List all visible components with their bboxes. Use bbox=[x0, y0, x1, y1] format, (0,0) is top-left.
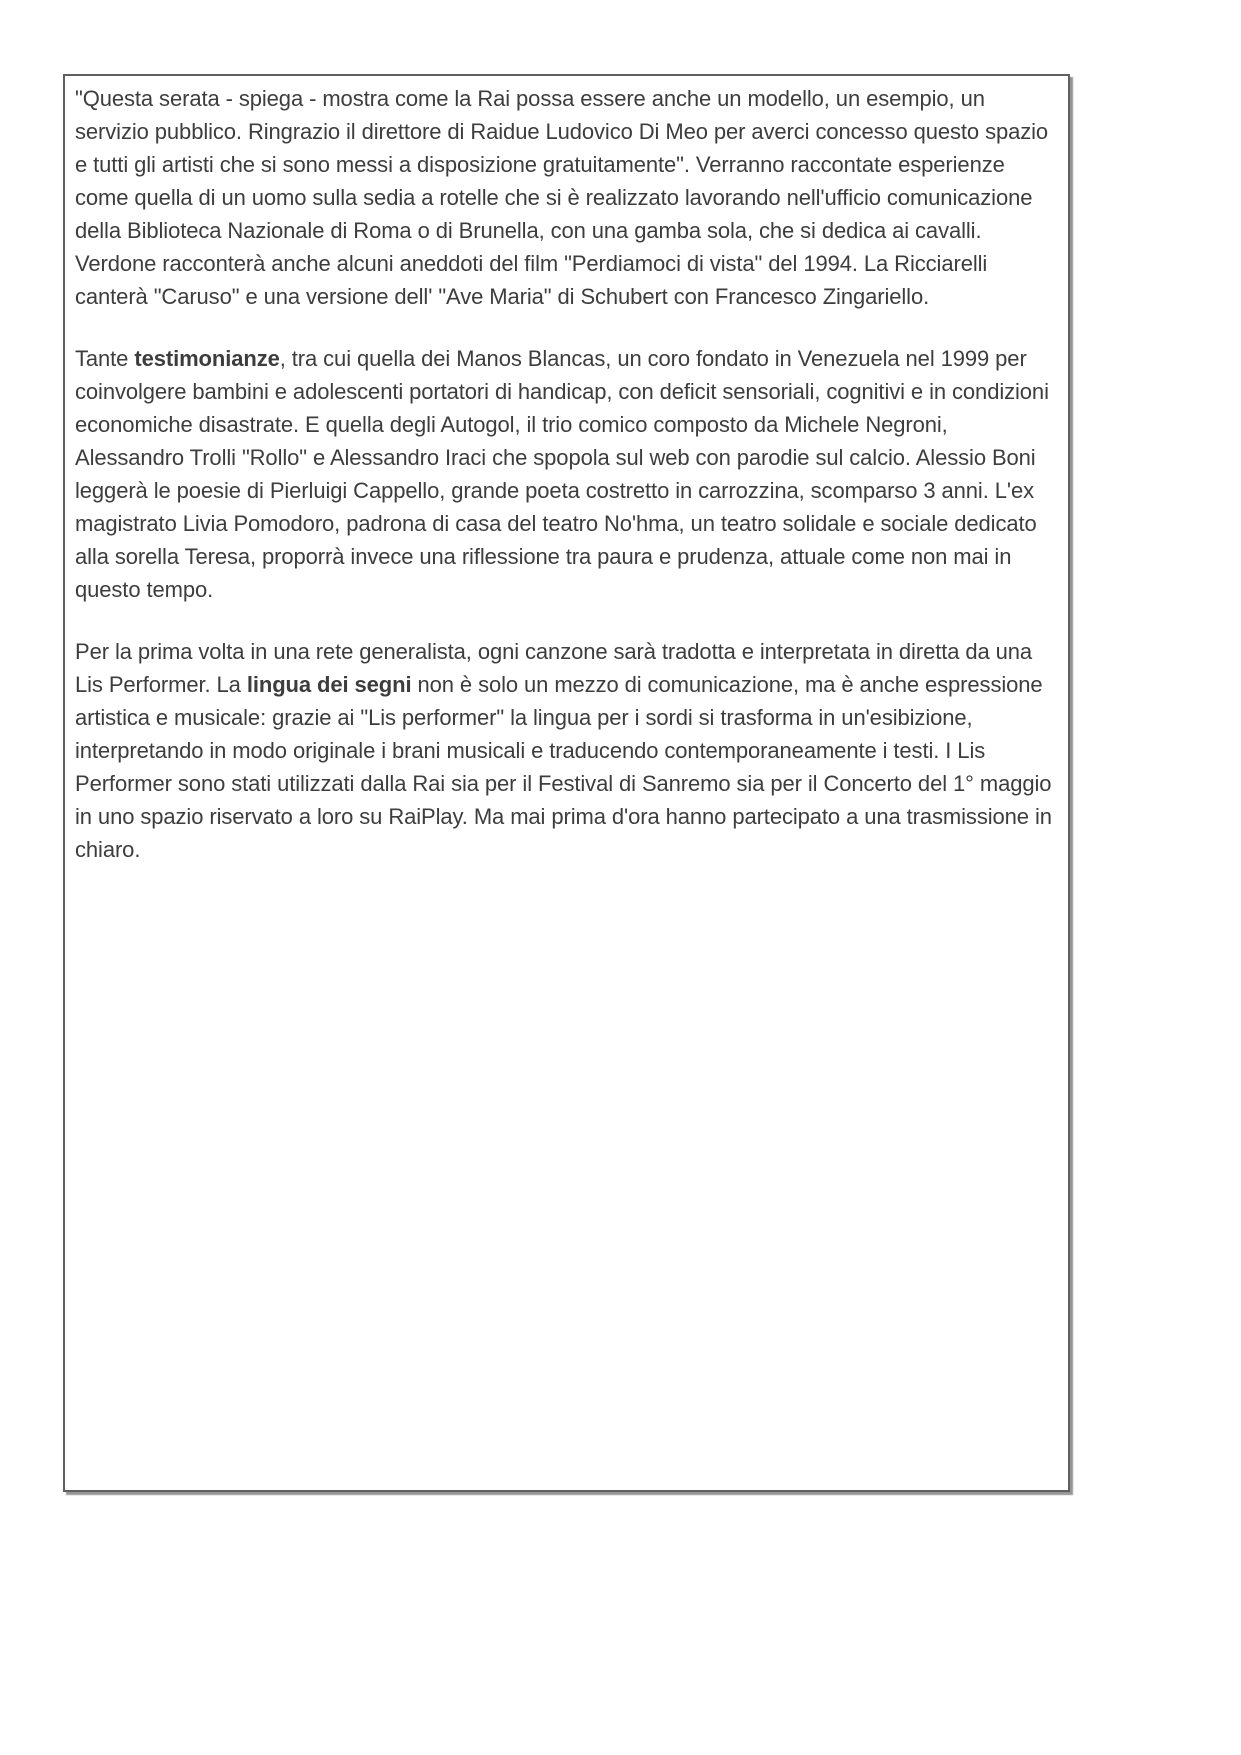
paragraph-1 bbox=[75, 82, 1052, 313]
paragraph-2-text-rest: , tra cui quella dei Manos Blancas, un coro fondato in Venezuela nel 1999 per coinvolgere bambini e adolescenti portatori di handicap, con deficit sensoriali, cognitivi e in condizioni economiche disastrate. E quella degli Autogol, il trio comico composto da Michele Negroni, Alessandro Trolli "Rollo" e Alessandro Iraci che spopola sul web con parodie sul calcio. Alessio Boni leggerà le poesie di Pierluigi Cappello, grande poeta costretto in carrozzina, scomparso 3 anni. L'ex magistrato Livia Pomodoro, padrona di casa del teatro No'hma, un teatro solidale e sociale dedicato alla sorella Teresa, proporrà invece una riflessione tra paura e prudenza, attuale come non mai in questo tempo. bbox=[75, 346, 1049, 602]
paragraph-1-text: "Questa serata - spiega - mostra come la Rai possa essere anche un modello, un esempio, un servizio pubblico. Ringrazio il direttore di Raidue Ludovico Di Meo per averci concesso questo spazio e tutti gli artisti che si sono messi a disposizione gratuitamente". Verranno raccontate esperienze come quella di un uomo sulla sedia a rotelle che si è realizzato lavorando nell'ufficio comunicazione della Biblioteca Nazionale di Roma o di Brunella, con una gamba sola, che si dedica ai cavalli. Verdone racconterà anche alcuni aneddoti del film "Perdiamoci di vista" del 1994. La Ricciarelli canterà "Caruso" e una versione dell' "Ave Maria" di Schubert con Francesco Zingariello. bbox=[75, 86, 1049, 309]
paragraph-2-text-lead: Tante bbox=[75, 346, 135, 371]
paragraph-2-bold-keyword: testimonianze bbox=[134, 346, 280, 371]
paragraph-3 bbox=[75, 635, 1052, 866]
paragraph-3-text-rest: non è solo un mezzo di comunicazione, ma è anche espressione artistica e musicale: grazie ai "Lis performer" la lingua per i sordi si trasforma in un'esibizione, interpretando in modo originale i brani musicali e traducendo contemporaneamente i testi. I Lis Performer sono stati utilizzati dalla Rai sia per il Festival di Sanremo sia per il Concerto del 1° maggio in uno spazio riservato a loro su RaiPlay. Ma mai prima d'ora hanno partecipato a una trasmissione in chiaro. bbox=[75, 672, 1052, 862]
article-content bbox=[65, 76, 1068, 866]
article-text-box bbox=[63, 74, 1070, 1492]
paragraph-3-bold-keyword: lingua dei segni bbox=[246, 672, 412, 697]
paragraph-3-text-lead: Per la prima volta in una rete generalista, ogni canzone sarà tradotta e interpretata in diretta da una Lis Performer. La bbox=[75, 639, 1033, 697]
paragraph-2 bbox=[75, 342, 1052, 606]
